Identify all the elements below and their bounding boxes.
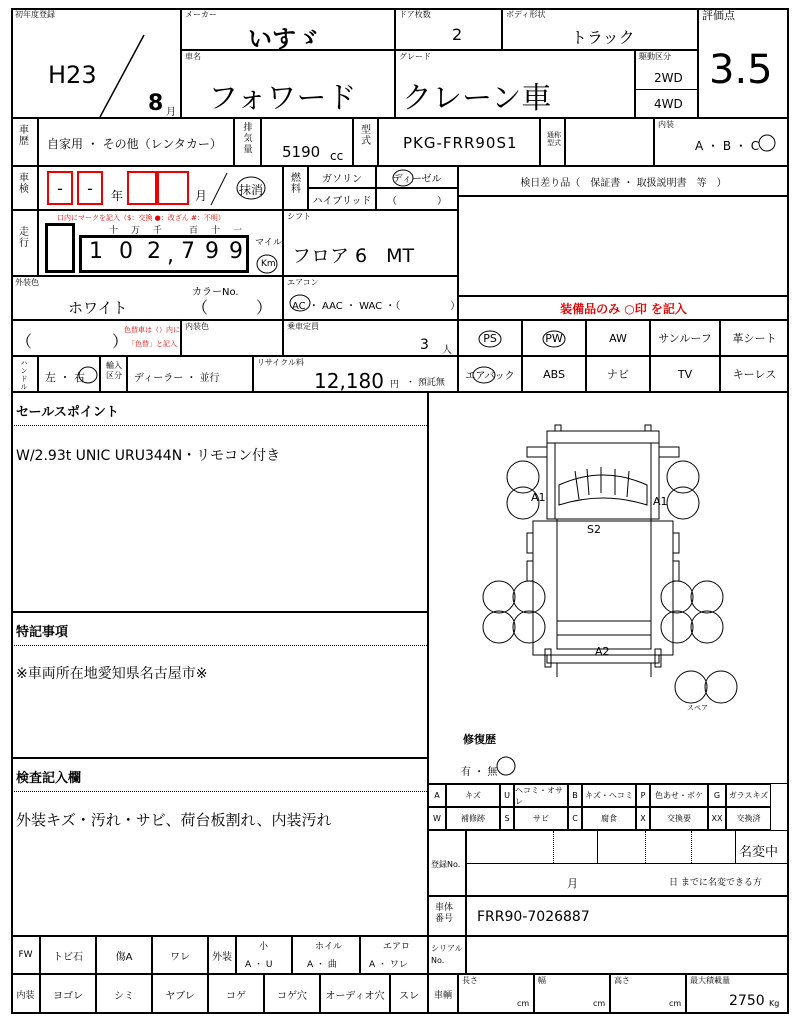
inspection-cell bbox=[38, 166, 283, 210]
import-cell bbox=[127, 356, 253, 392]
repair-circle bbox=[495, 755, 517, 777]
body-label: ボディ形状 bbox=[506, 10, 546, 19]
legend-code: C bbox=[568, 807, 582, 830]
inspection-label: 車検 bbox=[19, 173, 29, 195]
ext-aero-label: エアロ bbox=[383, 942, 411, 952]
serial-label: シリアルNo. bbox=[431, 944, 463, 965]
ac-value: AC ・ AAC ・ WAC ・（ ） bbox=[292, 301, 461, 312]
reg-month: 月 bbox=[567, 877, 578, 890]
equip-pw bbox=[522, 320, 586, 356]
unit-label-jyu2: 十 bbox=[211, 226, 221, 236]
ext-wheel-value: A ・ 曲 bbox=[307, 960, 337, 970]
doors-cell bbox=[395, 8, 502, 50]
mileage-ten-thousand-box bbox=[45, 223, 75, 273]
int-item-label-5: コゲ穴 bbox=[277, 990, 307, 1002]
inspection-label-cell bbox=[11, 166, 38, 210]
equip-pw-label: PW bbox=[545, 331, 563, 345]
insp-month-box-2 bbox=[157, 171, 189, 205]
fuel-hybrid-cell bbox=[308, 188, 376, 210]
mileage-note: 口内にマークを記入（$：交換 ●：改ざん #：不明） bbox=[57, 214, 225, 222]
insp-month-unit: 月 bbox=[195, 189, 208, 203]
color-paren: （ ） bbox=[192, 298, 273, 317]
equip-title-cell bbox=[458, 296, 789, 320]
legend-label: ヘコミ・オサレ bbox=[514, 784, 568, 807]
length-label: 長さ bbox=[462, 976, 478, 985]
month-unit: 月 bbox=[166, 107, 176, 118]
unit-label-ichi: 一 bbox=[233, 226, 243, 236]
handle-value: 左 ・ 右 bbox=[45, 371, 85, 384]
width-cell bbox=[534, 974, 610, 1014]
ac-label: エアコン bbox=[287, 278, 319, 287]
handle-cell bbox=[38, 356, 100, 392]
shift-cell bbox=[283, 210, 458, 276]
equip-keyless bbox=[720, 356, 789, 392]
equip-tv bbox=[650, 356, 720, 392]
fuel-label-cell bbox=[283, 166, 308, 210]
unit-label-jyu: 十 bbox=[109, 226, 119, 236]
fuel-hybrid-paren-cell bbox=[376, 188, 458, 210]
first-reg-month: 8 bbox=[148, 91, 164, 116]
special-title: 特記事項 bbox=[16, 625, 69, 640]
fuel-label: 燃料 bbox=[291, 173, 301, 195]
legend-label: 腐食 bbox=[582, 807, 636, 830]
name-change: 名変中 bbox=[739, 845, 779, 860]
int-item-label-7: スレ bbox=[399, 990, 419, 1002]
legend-label: 補修跡 bbox=[446, 807, 500, 830]
ext-wheel-label: ホイル bbox=[315, 942, 343, 952]
legend-label: 色あせ・ボケ bbox=[650, 784, 708, 807]
registration-label-cell bbox=[428, 830, 466, 896]
recycle-label: リサイクル料 bbox=[257, 358, 304, 367]
insp-status-circle bbox=[235, 175, 267, 201]
equip-airbag-label: エアバック bbox=[465, 370, 515, 382]
common-type-label-cell bbox=[540, 118, 565, 166]
legend-label: 交換済 bbox=[726, 807, 771, 830]
mileage-label-cell bbox=[11, 210, 38, 276]
common-type-cell bbox=[565, 118, 654, 166]
insp-era-box-1: - bbox=[47, 171, 73, 205]
damage-legend bbox=[428, 784, 789, 830]
insp-status: 抹消 bbox=[239, 183, 264, 197]
equip-leather bbox=[720, 320, 789, 356]
grade-value: クレーン車 bbox=[402, 81, 552, 116]
legend-code: A bbox=[428, 784, 446, 807]
equip-abs-label: ABS bbox=[543, 367, 565, 381]
reg-grid-line bbox=[467, 863, 789, 864]
legend-label: サビ bbox=[514, 807, 568, 830]
equip-ps-circle bbox=[477, 329, 503, 349]
reg-box-5 bbox=[735, 831, 736, 863]
insp-slash bbox=[207, 169, 231, 209]
equip-sunroof-label: サンルーフ bbox=[658, 332, 712, 345]
diagram-area bbox=[428, 392, 789, 784]
int-item-label-4: コゲ bbox=[226, 990, 246, 1002]
chassis-value: FRR90-7026887 bbox=[477, 909, 590, 925]
spare-label: スペア bbox=[687, 704, 708, 712]
size-label: 車輌 bbox=[433, 990, 452, 1001]
score-value: 3.5 bbox=[709, 47, 773, 93]
sales-title-divider bbox=[12, 425, 427, 426]
legend-code: W bbox=[428, 807, 446, 830]
type-cell bbox=[378, 118, 540, 166]
legend-code: G bbox=[708, 784, 726, 807]
int-item-label-1: ヨゴレ bbox=[53, 990, 83, 1002]
legend-code: S bbox=[500, 807, 514, 830]
fuel-diesel-circle bbox=[391, 168, 415, 188]
registration-label: 登録No. bbox=[431, 860, 461, 869]
ext-small-value: A ・ U bbox=[245, 960, 273, 970]
score-cell bbox=[698, 8, 789, 118]
int-item-2 bbox=[96, 974, 152, 1014]
maker-cell bbox=[181, 8, 395, 53]
grade-cell bbox=[395, 50, 635, 118]
import-label-cell bbox=[100, 356, 127, 392]
size-label-cell bbox=[428, 974, 458, 1014]
docs-title-cell bbox=[458, 166, 789, 196]
mileage-digit-6: 9 bbox=[229, 239, 243, 264]
drive-4wd: 4WD bbox=[654, 97, 683, 111]
import-value: ディーラー ・ 並行 bbox=[134, 373, 220, 384]
shift-value: フロア 6 MT bbox=[292, 245, 415, 267]
height-unit: cm bbox=[669, 999, 682, 1008]
chassis-label-cell bbox=[428, 896, 466, 936]
model-value: フォワード bbox=[208, 81, 357, 116]
fuel-hybrid: ハイブリッド bbox=[312, 195, 372, 207]
inspect-section bbox=[11, 758, 428, 936]
type-label: 型式 bbox=[361, 125, 371, 147]
ext-aero-cell bbox=[360, 936, 428, 974]
truck-diagram bbox=[429, 393, 789, 783]
interior-cell bbox=[654, 118, 789, 166]
damage-s2: S2 bbox=[587, 523, 601, 536]
equip-ps bbox=[458, 320, 522, 356]
width-unit: cm bbox=[593, 999, 606, 1008]
sales-section bbox=[11, 392, 428, 612]
ext-color-label: 外装色 bbox=[15, 278, 39, 287]
max-load-label: 最大積載量 bbox=[690, 976, 730, 985]
recycle-note: ・ 預託無 bbox=[406, 378, 445, 388]
chassis-label: 車体番号 bbox=[435, 903, 454, 924]
inspect-title: 検査記入欄 bbox=[16, 771, 82, 786]
drive-cell bbox=[635, 50, 698, 118]
int-item-5 bbox=[264, 974, 320, 1014]
recycle-cell bbox=[253, 356, 458, 392]
legend-label: キズ bbox=[446, 784, 500, 807]
disp-label: 排気量 bbox=[243, 123, 253, 155]
insp-month-box-1 bbox=[127, 171, 157, 205]
history-label: 車歴 bbox=[19, 125, 29, 147]
recycle-value: 12,180 bbox=[314, 369, 384, 393]
max-load-cell bbox=[686, 974, 789, 1014]
ext-label: 外装 bbox=[212, 951, 232, 963]
equip-ps-label: PS bbox=[483, 331, 497, 345]
int-item-4 bbox=[208, 974, 264, 1014]
capacity-cell bbox=[283, 320, 458, 356]
legend-code: B bbox=[568, 784, 582, 807]
model-cell bbox=[181, 50, 395, 118]
length-cell bbox=[458, 974, 534, 1014]
doors-value: 2 bbox=[452, 25, 463, 44]
maker-label: メーカー bbox=[185, 10, 217, 19]
int-item-1 bbox=[40, 974, 96, 1014]
fw-item-label-2: 傷A bbox=[115, 951, 133, 963]
chassis-cell bbox=[466, 896, 789, 936]
repair-label: 修復歴 bbox=[463, 733, 496, 746]
equip-navi bbox=[586, 356, 650, 392]
unit-label-hyaku: 百 bbox=[189, 226, 199, 236]
disp-unit: cc bbox=[330, 149, 344, 163]
handle-circle bbox=[77, 365, 99, 385]
fw-item-label-3: ワレ bbox=[170, 951, 190, 963]
fuel-hybrid-paren: （ ） bbox=[387, 195, 447, 207]
int-item-6 bbox=[320, 974, 390, 1014]
capacity-unit: 人 bbox=[442, 345, 452, 356]
sales-title: セールスポイント bbox=[16, 405, 119, 420]
color-change-cell bbox=[11, 320, 181, 356]
int-label-cell bbox=[11, 974, 40, 1014]
max-load-value: 2750 bbox=[729, 993, 765, 1009]
interior-circle bbox=[757, 133, 777, 153]
doors-label: ドア枚数 bbox=[399, 10, 431, 19]
fuel-diesel-cell bbox=[376, 166, 458, 188]
type-value: PKG-FRR90S1 bbox=[403, 134, 518, 152]
km-circle bbox=[255, 253, 279, 275]
registration-cell bbox=[466, 830, 789, 896]
legend-code: P bbox=[636, 784, 650, 807]
int-item-label-6: オーディオ穴 bbox=[325, 990, 385, 1002]
mileage-digit-1: 1 bbox=[89, 239, 103, 264]
equip-airbag bbox=[458, 356, 522, 392]
fuel-gas-cell bbox=[308, 166, 376, 188]
unit-label-man: 万 bbox=[131, 226, 141, 236]
import-label: 輸入区分 bbox=[106, 361, 122, 380]
special-text: ※車両所在地愛知県名古屋市※ bbox=[16, 666, 208, 682]
sales-text: W/2.93t UNIC URU344N・リモコン付き bbox=[16, 448, 281, 464]
body-cell bbox=[502, 8, 698, 50]
type-label-cell bbox=[353, 118, 378, 166]
ext-small-label: 小 bbox=[259, 942, 269, 952]
serial-label-cell bbox=[428, 936, 466, 974]
equip-title: 装備品のみ ○印 を記入 bbox=[560, 301, 687, 316]
shift-label: シフト bbox=[287, 212, 311, 221]
reg-box-4 bbox=[691, 831, 692, 863]
inspect-title-divider bbox=[12, 791, 427, 792]
equip-navi-label: ナビ bbox=[607, 368, 629, 381]
equip-tv-label: TV bbox=[677, 367, 693, 381]
legend-code: XX bbox=[708, 807, 726, 830]
fw-label: FW bbox=[18, 950, 33, 960]
serial-cell bbox=[466, 936, 789, 974]
height-cell bbox=[610, 974, 686, 1014]
reg-box-1 bbox=[553, 831, 554, 863]
drive-divider bbox=[636, 89, 698, 90]
drive-label: 駆動区分 bbox=[639, 52, 671, 61]
docs-title: 検日差り品（ 保証書 ・ 取扱説明書 等 ） bbox=[520, 177, 727, 189]
fw-item-2 bbox=[96, 936, 152, 974]
mileage-digit-4: 7 bbox=[181, 239, 195, 264]
interior-value: A ・ B ・ C bbox=[695, 139, 760, 153]
mile-label: マイル bbox=[255, 238, 282, 248]
int-item-3 bbox=[152, 974, 208, 1014]
handle-label: ハンドル bbox=[20, 359, 28, 391]
capacity-label: 乗車定員 bbox=[287, 322, 319, 331]
fuel-diesel: ディーゼル bbox=[392, 173, 442, 185]
history-label-cell bbox=[11, 118, 38, 166]
era-year: H23 bbox=[48, 61, 97, 89]
equip-aw-label: AW bbox=[609, 331, 627, 345]
legend-code: X bbox=[636, 807, 650, 830]
first-reg-label: 初年度登録 bbox=[15, 10, 55, 19]
special-section bbox=[11, 612, 428, 758]
repair-value: 有 ・ 無 bbox=[461, 767, 498, 778]
inspect-text: 外装キズ・汚れ・サビ、荷台板割れ、内装汚れ bbox=[16, 811, 332, 829]
drive-2wd: 2WD bbox=[654, 71, 683, 85]
equip-abs bbox=[522, 356, 586, 392]
int-label: 内装 bbox=[16, 990, 35, 1001]
color-change-note-1: 色替車は（）内に bbox=[124, 326, 180, 334]
fuel-gas: ガソリン bbox=[322, 173, 362, 185]
ext-aero-value: A ・ ワレ bbox=[369, 960, 408, 970]
recycle-unit: 円 bbox=[390, 380, 400, 390]
grade-label: グレード bbox=[399, 52, 431, 61]
height-label: 高さ bbox=[614, 976, 630, 985]
ac-cell bbox=[283, 276, 461, 320]
disp-label-cell bbox=[234, 118, 261, 166]
legend-code: U bbox=[500, 784, 514, 807]
int-item-label-3: ヤブレ bbox=[165, 990, 195, 1002]
km-label: Km bbox=[261, 259, 276, 269]
int-item-label-2: シミ bbox=[114, 990, 134, 1002]
mileage-digit-5: 9 bbox=[205, 239, 219, 264]
disp-cell bbox=[261, 118, 353, 166]
ext-color-value: ホワイト bbox=[68, 299, 128, 317]
score-label: 評価点 bbox=[702, 9, 735, 22]
width-label: 幅 bbox=[538, 976, 546, 985]
equip-leather-label: 革シート bbox=[732, 332, 777, 345]
date-slash bbox=[92, 29, 152, 121]
interior-label: 内装 bbox=[658, 120, 674, 129]
history-cell bbox=[38, 118, 234, 166]
legend-label: ガラスキズ bbox=[726, 784, 771, 807]
equip-keyless-label: キーレス bbox=[732, 368, 777, 381]
damage-a1-right: A1 bbox=[653, 495, 668, 508]
ext-color-cell bbox=[11, 276, 283, 320]
handle-label-cell bbox=[11, 356, 38, 392]
ext-wheel-cell bbox=[292, 936, 360, 974]
int-item-7 bbox=[390, 974, 428, 1014]
max-load-unit: Kg bbox=[769, 999, 780, 1008]
unit-label-sen: 千 bbox=[153, 226, 163, 236]
ac-circle bbox=[288, 293, 312, 313]
reg-day-text: 日 までに名変できる方 bbox=[669, 878, 762, 888]
maker-value: いすゞ bbox=[248, 25, 320, 53]
first-registration-cell bbox=[11, 8, 181, 118]
equip-pw-circle bbox=[541, 329, 567, 349]
mileage-digit-3: 2 bbox=[147, 239, 161, 264]
equip-airbag-circle bbox=[471, 365, 497, 385]
reg-box-3 bbox=[645, 831, 646, 863]
color-change-paren: （ ） bbox=[16, 332, 129, 351]
capacity-value: 3 bbox=[420, 337, 429, 353]
color-no-label: カラーNo. bbox=[192, 287, 239, 298]
model-label: 車名 bbox=[185, 52, 201, 61]
insp-year-unit: 年 bbox=[111, 189, 124, 203]
reg-box-2 bbox=[597, 831, 598, 863]
fw-item-3 bbox=[152, 936, 208, 974]
color-change-note-2: 「色替」と記入 bbox=[128, 340, 177, 348]
ext-label-cell bbox=[208, 936, 236, 974]
common-type-label: 通称型式 bbox=[547, 131, 561, 147]
length-unit: cm bbox=[517, 999, 530, 1008]
mileage-cell bbox=[38, 210, 283, 276]
damage-a2: A2 bbox=[595, 645, 610, 658]
equip-sunroof bbox=[650, 320, 720, 356]
mileage-digit-2: 0 bbox=[119, 239, 133, 264]
disp-value: 5190 bbox=[282, 143, 321, 161]
damage-a1-left: A1 bbox=[531, 491, 546, 504]
int-color-label: 内装色 bbox=[185, 322, 209, 331]
docs-cell bbox=[458, 196, 789, 296]
body-value: トラック bbox=[571, 28, 635, 47]
legend-label: キズ・ヘコミ bbox=[582, 784, 636, 807]
legend-label: 交換要 bbox=[650, 807, 708, 830]
special-title-divider bbox=[12, 645, 427, 646]
ext-small-cell bbox=[236, 936, 292, 974]
int-color-cell bbox=[181, 320, 283, 356]
equip-aw bbox=[586, 320, 650, 356]
history-value: 自家用 ・ その他（レンタカー） bbox=[47, 137, 222, 151]
fw-label-cell bbox=[11, 936, 40, 974]
mileage-comma: , bbox=[167, 243, 174, 268]
insp-era-box-2: - bbox=[77, 171, 103, 205]
mileage-label: 走行 bbox=[19, 227, 29, 249]
fw-item-1 bbox=[40, 936, 96, 974]
fw-item-label-1: トビ石 bbox=[53, 951, 83, 963]
